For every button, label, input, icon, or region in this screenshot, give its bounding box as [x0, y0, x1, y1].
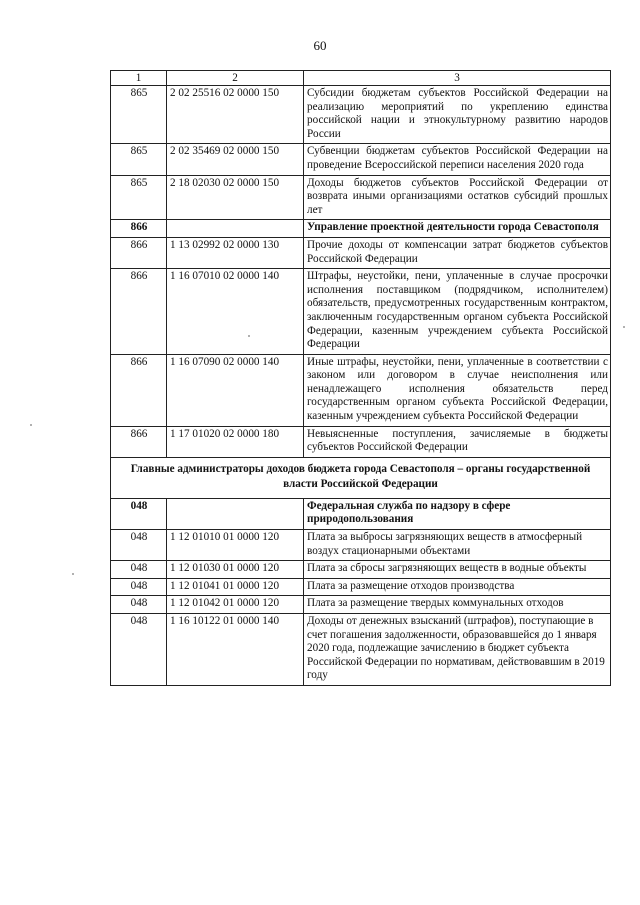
revenue-description-cell: Прочие доходы от компенсации затрат бюджетов субъектов Российской Федерации — [304, 237, 611, 268]
admin-code-cell: 865 — [111, 86, 167, 144]
table-row — [111, 175, 611, 220]
budget-code-cell: 1 12 01041 01 0000 120 — [167, 578, 304, 596]
table-row — [111, 561, 611, 579]
table-row — [111, 426, 611, 457]
revenue-description-cell: Невыясненные поступления, зачисляемые в бюджеты субъектов Российской Федерации — [304, 426, 611, 457]
admin-code-cell: 048 — [111, 498, 167, 529]
admin-code-cell: 048 — [111, 614, 167, 686]
page-number: 60 — [313, 38, 327, 53]
section-heading: Главные администраторы доходов бюджета города Севастополя – органы государственной власти Российской Федерации — [111, 457, 611, 498]
revenue-description-cell: Штрафы, неустойки, пени, уплаченные в случае просрочки исполнения поставщиком (подрядчиком, исполнителем) обязательств, предусмотренных государственным контрактом, заключенным государственным органом субъекта Российской Федерации, казенным учреждением субъекта Российской Федерации — [304, 269, 611, 355]
budget-code-cell: 1 17 01020 02 0000 180 — [167, 426, 304, 457]
column-header-3: 3 — [304, 71, 611, 86]
budget-code-cell: 1 16 07090 02 0000 140 — [167, 354, 304, 426]
budget-code-cell: 1 12 01030 01 0000 120 — [167, 561, 304, 579]
revenue-description-cell: Федеральная служба по надзору в сфере природопользования — [304, 498, 611, 529]
table-header-row — [111, 71, 611, 86]
table-row — [111, 578, 611, 596]
admin-code-cell: 865 — [111, 175, 167, 220]
admin-code-cell: 865 — [111, 144, 167, 175]
revenue-description-cell: Иные штрафы, неустойки, пени, уплаченные в соответствии с законом или договором в случае неисполнения или ненадлежащего исполнения обязательств перед государственным органом субъекта Российской Федерации, казенным учреждением субъекта Российской Федерации — [304, 354, 611, 426]
budget-code-cell: 2 02 35469 02 0000 150 — [167, 144, 304, 175]
budget-code-cell: 2 18 02030 02 0000 150 — [167, 175, 304, 220]
budget-code-cell — [167, 498, 304, 529]
budget-code-cell: 1 16 07010 02 0000 140 — [167, 269, 304, 355]
revenue-description-cell: Субвенции бюджетам субъектов Российской Федерации на проведение Всероссийской переписи населения 2020 года — [304, 144, 611, 175]
revenue-description-cell: Плата за размещение твердых коммунальных отходов — [304, 596, 611, 614]
admin-code-cell: 866 — [111, 354, 167, 426]
table-row — [111, 220, 611, 238]
admin-code-cell: 048 — [111, 578, 167, 596]
table-row — [111, 530, 611, 561]
budget-code-cell — [167, 220, 304, 238]
admin-code-cell: 866 — [111, 220, 167, 238]
revenue-description-cell: Плата за выбросы загрязняющих веществ в атмосферный воздух стационарными объектами — [304, 530, 611, 561]
column-header-2: 2 — [167, 71, 304, 86]
table-row — [111, 86, 611, 144]
budget-code-cell: 1 13 02992 02 0000 130 — [167, 237, 304, 268]
revenue-description-cell: Плата за размещение отходов производства — [304, 578, 611, 596]
table-row — [111, 269, 611, 355]
revenue-administrators-table — [110, 70, 611, 686]
admin-code-cell: 048 — [111, 596, 167, 614]
admin-code-cell: 866 — [111, 426, 167, 457]
budget-code-cell: 1 12 01042 01 0000 120 — [167, 596, 304, 614]
revenue-description-cell: Доходы от денежных взысканий (штрафов), поступающие в счет погашения задолженности, образовавшейся до 1 января 2020 года, подлежащие зачислению в бюджет субъекта Российской Федерации по нормативам, действовавшим в 2019 году — [304, 614, 611, 686]
budget-code-cell: 1 12 01010 01 0000 120 — [167, 530, 304, 561]
table-row — [111, 596, 611, 614]
table-row — [111, 614, 611, 686]
admin-code-cell: 866 — [111, 269, 167, 355]
budget-code-cell: 1 16 10122 01 0000 140 — [167, 614, 304, 686]
admin-code-cell: 048 — [111, 530, 167, 561]
revenue-description-cell: Субсидии бюджетам субъектов Российской Федерации на реализацию мероприятий по укреплению единства российской нации и этнокультурному развитию народов России — [304, 86, 611, 144]
table-row — [111, 237, 611, 268]
table-row — [111, 354, 611, 426]
admin-code-cell: 866 — [111, 237, 167, 268]
revenue-description-cell: Доходы бюджетов субъектов Российской Федерации от возврата иными организациями остатков субсидий прошлых лет — [304, 175, 611, 220]
revenue-description-cell: Плата за сбросы загрязняющих веществ в водные объекты — [304, 561, 611, 579]
admin-code-cell: 048 — [111, 561, 167, 579]
table-row — [111, 144, 611, 175]
revenue-description-cell: Управление проектной деятельности города Севастополя — [304, 220, 611, 238]
budget-code-cell: 2 02 25516 02 0000 150 — [167, 86, 304, 144]
section-heading-row — [111, 457, 611, 498]
table-row — [111, 498, 611, 529]
column-header-1: 1 — [111, 71, 167, 86]
